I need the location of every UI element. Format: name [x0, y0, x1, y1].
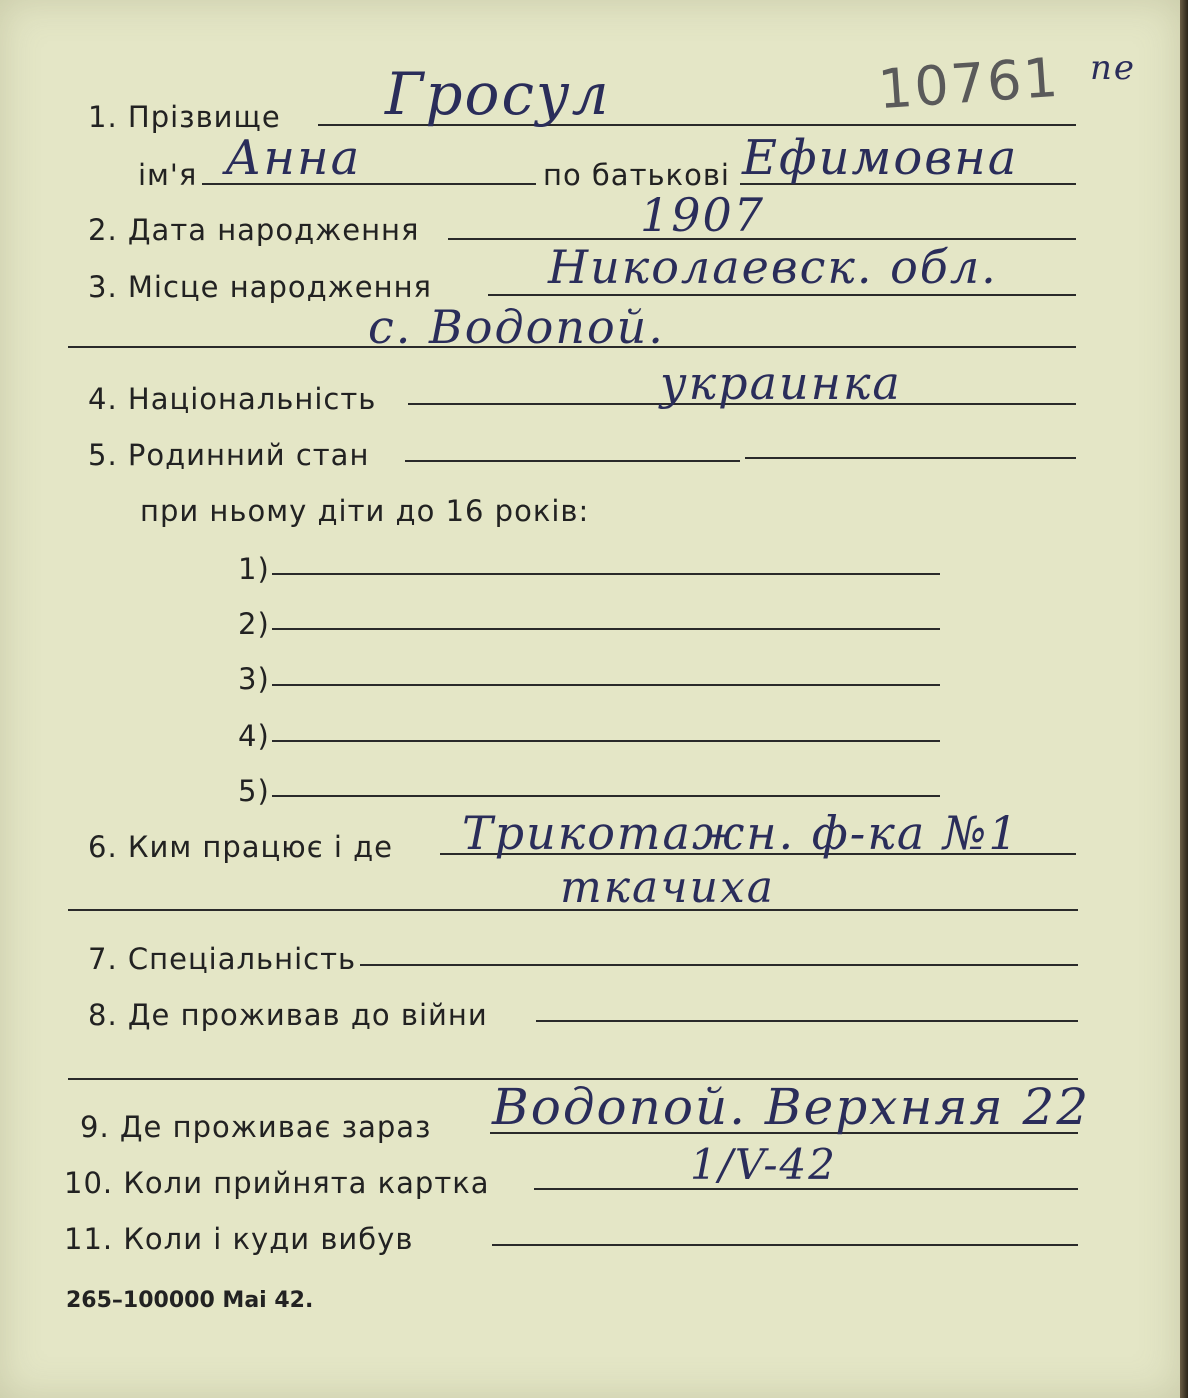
child-4-label: 4)	[238, 719, 270, 753]
family-status-label: 5. Родинний стан	[88, 438, 370, 472]
surname-label: 1. Прізвище	[88, 100, 281, 134]
work-value-2: ткачиха	[560, 862, 775, 913]
patronymic-label: по батькові	[543, 158, 730, 192]
prewar-residence-label: 8. Де проживав до війни	[88, 998, 488, 1032]
child-2-label: 2)	[238, 607, 270, 641]
card-accepted-value: 1/V-42	[690, 1140, 837, 1189]
nationality-label: 4. Національність	[88, 382, 377, 416]
child-5-line	[272, 795, 940, 797]
current-residence-value: Водопой. Верхняя 22	[492, 1078, 1091, 1136]
child-1-line	[272, 573, 940, 575]
current-residence-label: 9. Де проживає зараз	[80, 1110, 432, 1144]
birth-date-value: 1907	[640, 188, 766, 242]
family-status-line-2	[745, 457, 1076, 459]
child-5-label: 5)	[238, 774, 270, 808]
prewar-residence-line	[536, 1020, 1078, 1022]
card-accepted-label: 10. Коли прийнята картка	[64, 1166, 490, 1200]
departed-label: 11. Коли і куди вибув	[64, 1222, 414, 1256]
patronymic-value: Ефимовна	[742, 130, 1019, 186]
child-3-label: 3)	[238, 662, 270, 696]
birth-place-value: Николаевск. обл.	[548, 240, 998, 294]
name-label: ім'я	[138, 158, 198, 192]
departed-line	[492, 1244, 1078, 1246]
birth-place-label: 3. Місце народження	[88, 270, 432, 304]
birth-date-label: 2. Дата народження	[88, 213, 420, 247]
specialty-label: 7. Спеціальність	[88, 942, 357, 976]
work-label: 6. Ким працює і де	[88, 830, 394, 864]
children-label: при ньому діти до 16 років:	[140, 494, 590, 528]
surname-value: Гросул	[385, 60, 611, 128]
child-3-line	[272, 684, 940, 686]
name-value: Анна	[225, 130, 362, 186]
card-number: 10761	[876, 45, 1062, 122]
child-1-label: 1)	[238, 552, 270, 586]
print-info: 265–100000 Маі 42.	[66, 1288, 314, 1313]
work-value: Трикотажн. ф-ка №1	[462, 806, 1020, 860]
nationality-value: украинка	[660, 356, 902, 410]
corner-note: пе	[1090, 48, 1137, 88]
child-4-line	[272, 740, 940, 742]
birth-place-value-2: с. Водопой.	[368, 300, 665, 354]
birth-place-line	[488, 294, 1076, 296]
family-status-line	[405, 460, 740, 462]
card-edge-shadow	[1180, 0, 1188, 1398]
child-2-line	[272, 628, 940, 630]
specialty-line	[360, 964, 1078, 966]
